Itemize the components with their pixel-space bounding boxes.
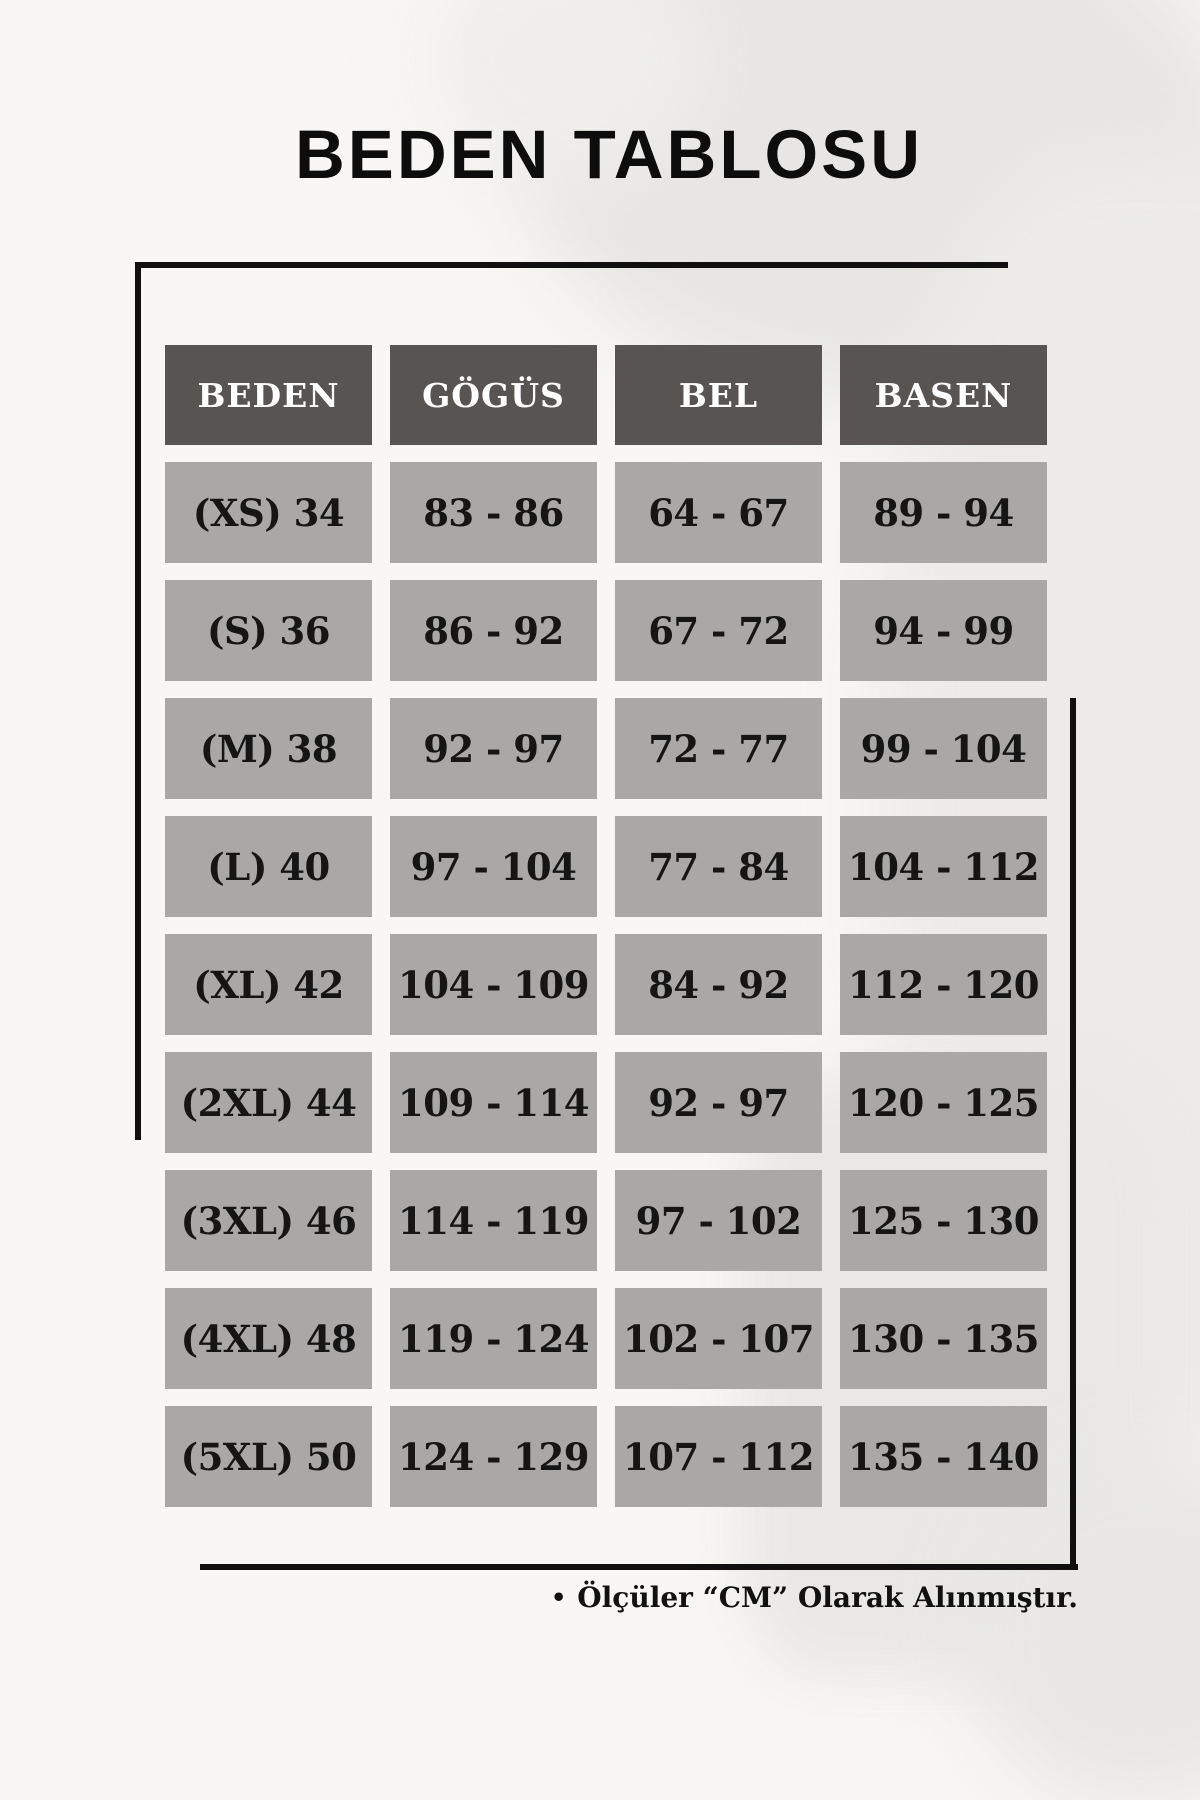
table-cell: 97 - 104: [390, 816, 597, 917]
table-cell: 135 - 140: [840, 1406, 1047, 1507]
table-cell: 130 - 135: [840, 1288, 1047, 1389]
table-cell: 99 - 104: [840, 698, 1047, 799]
table-cell: 84 - 92: [615, 934, 822, 1035]
table-cell: 109 - 114: [390, 1052, 597, 1153]
table-cell-size: (L) 40: [165, 816, 372, 917]
decorative-line-left: [135, 262, 141, 1140]
column-header-gogus: GÖGÜS: [390, 345, 597, 445]
table-cell: 119 - 124: [390, 1288, 597, 1389]
table-cell: 104 - 112: [840, 816, 1047, 917]
table-cell: 120 - 125: [840, 1052, 1047, 1153]
table-cell: 64 - 67: [615, 462, 822, 563]
measurement-unit-note: [551, 1578, 1078, 1618]
table-cell: 67 - 72: [615, 580, 822, 681]
table-cell-size: (4XL) 48: [165, 1288, 372, 1389]
table-cell: 104 - 109: [390, 934, 597, 1035]
table-cell: 124 - 129: [390, 1406, 597, 1507]
table-cell: 89 - 94: [840, 462, 1047, 563]
table-cell: 92 - 97: [615, 1052, 822, 1153]
table-cell: 125 - 130: [840, 1170, 1047, 1271]
table-cell: 112 - 120: [840, 934, 1047, 1035]
table-cell-size: (XS) 34: [165, 462, 372, 563]
table-cell-size: (S) 36: [165, 580, 372, 681]
measurement-unit-text: Ölçüler “CM” Olarak Alınmıştır.: [577, 1581, 1078, 1614]
column-header-bel: BEL: [615, 345, 822, 445]
table-cell-size: (XL) 42: [165, 934, 372, 1035]
table-cell-size: (5XL) 50: [165, 1406, 372, 1507]
column-header-beden: BEDEN: [165, 345, 372, 445]
table-cell: 77 - 84: [615, 816, 822, 917]
size-table: [165, 345, 1047, 1507]
table-cell: 102 - 107: [615, 1288, 822, 1389]
decorative-line-right: [1070, 698, 1076, 1570]
table-cell: 83 - 86: [390, 462, 597, 563]
table-cell-size: (3XL) 46: [165, 1170, 372, 1271]
column-header-basen: BASEN: [840, 345, 1047, 445]
table-cell: 92 - 97: [390, 698, 597, 799]
table-cell-size: (2XL) 44: [165, 1052, 372, 1153]
decorative-line-top: [137, 262, 1008, 268]
table-cell: 114 - 119: [390, 1170, 597, 1271]
table-cell: 97 - 102: [615, 1170, 822, 1271]
table-cell: 86 - 92: [390, 580, 597, 681]
table-cell: 72 - 77: [615, 698, 822, 799]
bullet-icon: •: [550, 1583, 567, 1612]
table-cell: 107 - 112: [615, 1406, 822, 1507]
decorative-line-bottom: [200, 1564, 1078, 1570]
table-cell-size: (M) 38: [165, 698, 372, 799]
page-title: BEDEN TABLOSU: [294, 116, 924, 193]
table-cell: 94 - 99: [840, 580, 1047, 681]
